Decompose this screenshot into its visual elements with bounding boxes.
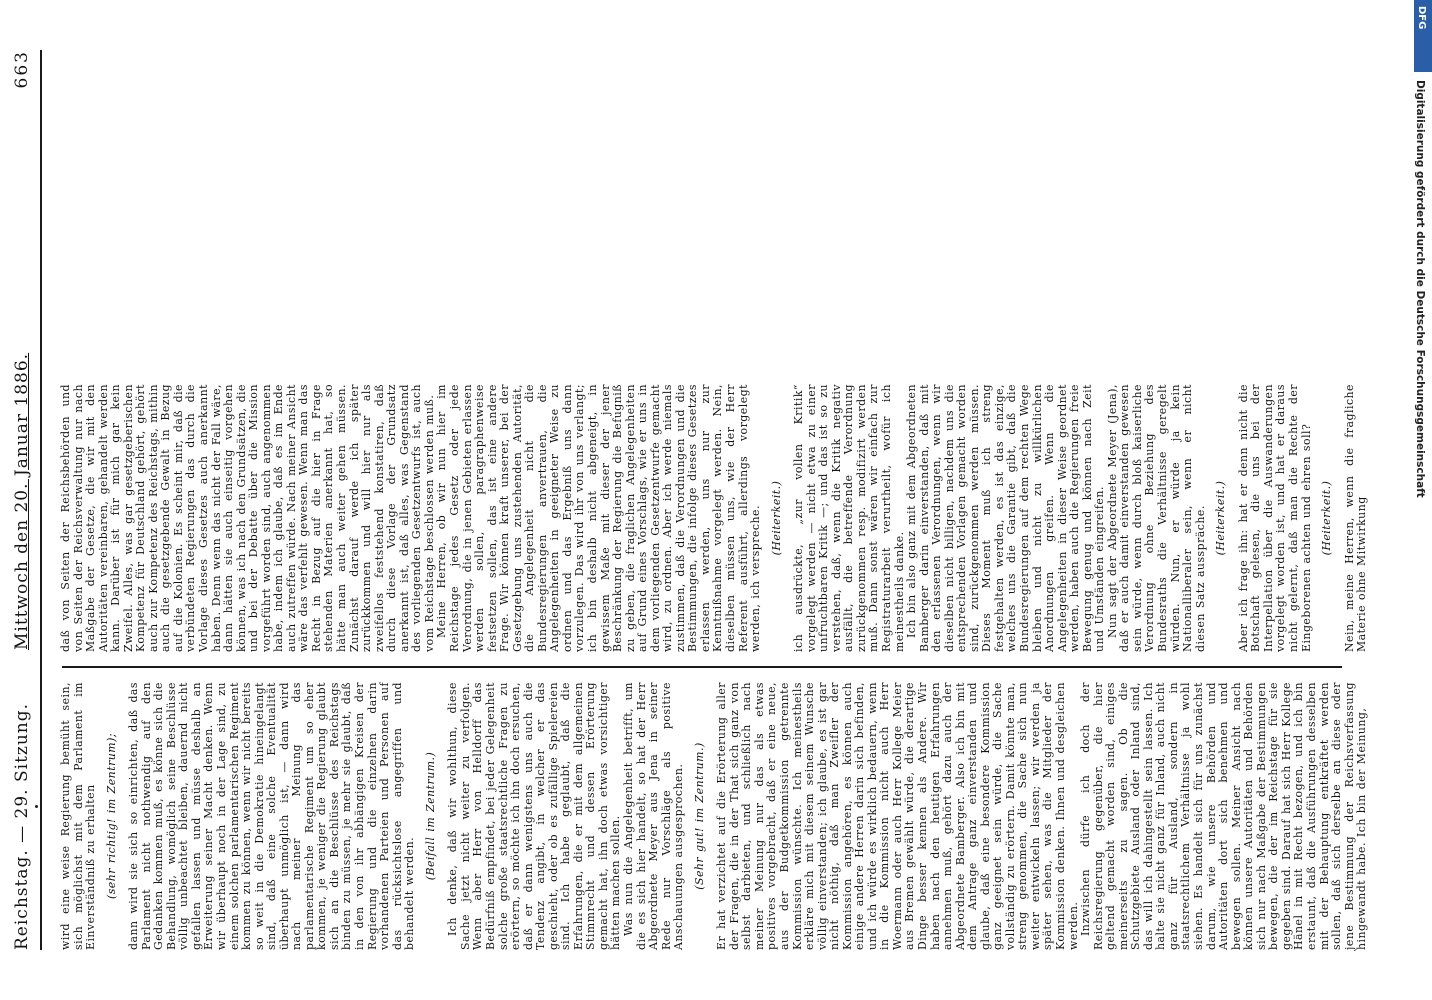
paragraph: Meine Herren, ob wir nun hier im Reichstage jedes Gesetz oder jede Verordnung, die in jenen Gebieten erlassen werden sollen, paragraphenweise festsetzen sollen, das ist eine andere Frage. Wir können kraft unserer, bei der Gesetzgebung uns zustehenden Autorität, die Angelegenheit nicht die Bundesregierungen anvertrauen, die Angelegenheiten in geeigneter Weise zu ordnen und das Ergebniß uns dann vorzulegen. Das wird ihr von uns verlangt; ich bin deshalb nicht abgeneigt, in gewissem Maße mit dieser der jener Beschränkung der Regierung die Befugniß zu geben, die fraglichen Angelegenheiten auf Grund eines Vorschlags, wie er uns in dem vorliegenden Gesetzentwurfe gemacht wird, zu ordnen. Aber ich werde niemals zustimmen, daß die Verordnungen und die Bestimmungen, die infolge dieses Gesetzes erlassen werden, uns nur zur Kenntnißnahme vorgelegt werden. Nein, dieselben müssen uns, wie der Herr Referent ausführt, allerdings vorgelegt werden, ich verspreche. (435, 384, 763, 652)
interjection: (Heiterkeit.) (1214, 480, 1228, 556)
page-number: 663 (12, 50, 32, 89)
digitization-note-text: Digitalisierung gefördert durch die Deutsche Forschungsgemeinschaft (1414, 80, 1426, 498)
text-column-left (60, 682, 1369, 950)
header-date: Mittwoch den 20. Januar 1886. (12, 352, 32, 650)
interjection: (Heiterkeit.) (769, 480, 783, 556)
header-rule (40, 50, 42, 950)
dfg-logo: DFG (1414, 0, 1432, 72)
digitization-note (1412, 80, 1432, 1000)
column-divider (62, 666, 1342, 668)
paragraph: Was nun die Angelegenheit betrifft, um die es sich hier handelt, so hat der Herr Abgeordnete Meyer aus Jena in seiner Rede nur Vorschläge als positive Anschauungen ausgesprochen. (621, 682, 686, 950)
interjection: (Sehr gut! im Zentrum.) (692, 742, 706, 890)
paragraph: Er hat verzichtet auf die Erörterung aller der Fragen, die in der That sich ganz von selbst darbieten, und schließlich nach meiner Meinung nur das als etwas positives vorgebracht, daß er eine neue, aus der Budgetkommission getrennte Kommission wünschte. Ich meinestheils erkläre mich mit diesem seinem Wunsche völlig einverstanden; ich glaube, es ist gar nicht nöthig, daß man Zweifler der Kommission angehören, es können auch einige andere Herren darin sich befinden, und ich würde es wirklich bedauern, wenn in die Kommission nicht auch Herr Woermann oder auch Herr Kollege Meier aus Bremen gewählt würde, die derartige Dinge besser kennen als Andere. Wir haben nach den heutigen Erfahrungen annehmen muß, gehört dazu auch der Abgeordnete Bamberger. Also ich bin mit dem Antrage ganz einverstanden und glaube, daß eine besondere Kommission ganz geeignet sein würde, die Sache vollständig zu erörtern. Damit könnte man, streng genommen, die Sache sich nun weiter entwickeln lassen; wir werden ja später sehen, was die Mitglieder der Kommission denken. Ihnen und desgleichen werden. (715, 682, 1080, 950)
paragraph: wird eine weise Regierung bemüht sein, sich möglichst mit dem Parlament im Einverständniß zu erhalten (59, 682, 98, 950)
interjection: (sehr richtig! im Zentrum); (104, 732, 118, 900)
paragraph: Inzwischen dürfe ich doch der Reichsregierung gegenüber, die hier geltend gemacht worden sind, einiges meinerseits zu sagen. Ob die Schutzgebiete Ausland oder Inland sind, das will ich dahingestellt sein lassen. Ich halte sie nicht ganz für Inland, auch nicht ganz für Ausland, sondern in staatsrechtlichem Verhältnisse ja wohl siehen. Es handelt sich für uns zunächst darum, wie unsere Behörden und Autoritäten dort sich benehmen und bewegen sollen. Meiner Ansicht nach können unsere Autoritäten und Behörden sich nur nach Maßgabe der Bestimmungen bewegen, die der im Reichstage für sie gegeben sind. Darauf hat sich Herr Kollege Hänel in mit Recht bezogen, und ich bin erstaunt, daß die Ausführungen desselben mit der Behauptung entkräftet werden sollen, daß sich derselbe an diese oder jene Bestimmung der Reichsverfassung hingewandt habe. Ich bin der Meinung, (1079, 682, 1369, 950)
paragraph: daß von Seiten der Reichsbehörden und von Seiten der Reichsverwaltung nur nach Maßgabe der Gesetze, die wir mit den Autoritäten vereinbaren, gehandelt werden kann. Darüber ist für mich gar kein Zweifel. Alles, was gar gesetzgeberischen Kompetenz für Deutschland gehört, gehört auch zur Kompetenz des Reichstags, mithin auch die gesetzgebende Gewalt in Bezug auf die Kolonien. Es scheint mir, daß die verbündeten Regierungen das durch die Vorlage dieses Gesetzes auch anerkannt haben. Denn wenn das nicht der Fall wäre, dann hätten sie auch einseitig vorgehen können, was ich nach den Grundsätzen, die und bei der Debatte über die Mission vorgeführt worden sind, auch angenommen habe, indem ich glaube, daß es im Ende auch zutreffen würde. Nach meiner Ansicht wäre das verfehlt gewesen. Wenn man das Recht in Bezug auf die hier in Frage stehenden Materien anerkannt hat, so hätte man auch weiter gehen müssen. Zunächst darauf werde ich später zurückkommen und will hier nur als zweifellos feststehend konstatiren, daß durch diese Vorlage der Grundsatz anerkannt ist, daß alles, was Gegenstand des vorliegenden Gesetzentwurfs ist, auch vom Reichstage beschlossen werden muß. (59, 384, 436, 652)
paragraph: dann wird sie sich so einrichten, daß das Parlament nicht nothwendig auf den Gedanken kommen muß, es könne sich die Behandlung, womöglich seine Beschlüsse völlig unbeachtet bleiben, dauernd nicht gefallen lassen und müsse deshalb an Erweiterung seiner Macht denken. Wenn wir überhaupt noch in der Lage sind, zu einem solchen parlamentarischen Regiment kommen zu können, wenn wir nicht bereits so weit in die Demokratie hineingelangt sind, daß eine solche Eventualität überhaupt unmöglich ist, — dann wird nach meiner Meinung das parlamentarische Regiment um so eher kommen, je weniger die Regierung glaubt sich an die Beschlüsse des Reichstags binden zu müssen, je mehr sie glaubt, daß in den von ihr abhängigen Kreisen der Regierung und die einzelnen darin vorhandenen Parteien und Personen auf das rücksichtslose angegriffen und behandelt werden. (127, 682, 417, 950)
paragraph: Nun sagt der Abgeordnete Meyer (Jena), daß er auch damit einverstanden gewesen sein würde, wenn durch bloß kaiserliche Verordnung ohne Beziehung des Bundesraths die Verhältnisse geregelt würden. Nun, er würde ja kein Nationalliberaler sein, wenn er nicht diesen Satz ausspräche. (1105, 384, 1207, 652)
paragraph: Ich denke, daß wir wohlthun, diese Sache jetzt nicht weiter zu verfolgen. Wenn aber Herr von Helldorff das Bedürfniß empfindet, bei jeder Gelegenheit solche große staatsrechtliche Fragen zu erörtern, so möchte ich ihn doch ersuchen, daß er dann wenigstens uns auch die Tendenz angibt, in welcher er das geschieht, oder ob es zufällige Spielereien sind. Ich habe geglaubt, daß die Erfahrungen, die er mit dem allgemeinen Stimmrecht und dessen Erörterung gemacht hat, ihn doch etwas vorsichtiger hätten machen sollen. (446, 682, 623, 950)
interjection: (Beifall im Zentrum.) (423, 751, 437, 881)
paragraph: Aber ich frage ihn: hat er denn nicht die Botschaft gelesen, die uns bei der Interpellation über die Auswanderungen vorgelegt worden ist, und hat er daraus nicht gelernt, daß man die Rechte der Eingeborenen achten und ehren soll? (1236, 384, 1313, 652)
scan-speck (35, 805, 38, 808)
paragraph: Nein, meine Herren, wenn die fragliche Materie ohne Mitwirkung (1342, 384, 1369, 652)
paragraph: ich ausdrückte, „zur vollen Kritik“ vorgelegt werden — nicht etwa zu einer unfruchtbaren Kritik —; und das ist so zu verstehen, daß, wenn die Kritik negativ ausfällt, die betreffende Verordnung zurückgenommen resp. modifizirt werden muß. Dann sonst wären wir einfach zur Registraturarbeit verurtheilt, wofür ich meinestheils danke. (792, 384, 906, 652)
paragraph: Ich bin also ganz mit dem Abgeordneten Bamberger darin einverstanden, daß mit den erlassenen Verordnungen, wenn wir dieselben nicht billigen, nachdem uns die entsprechenden Vorlagen gemacht worden sind, zurückgenommen werden müssen. Dieses Moment muß ich streng festgehalten werden, es ist das einzige, welches uns die Garantie gibt, daß die Bundesregierungen auf dem rechten Wege bleiben und nicht zu willkürlichen Anordnungen greifen. Wenn die Angelegenheiten in dieser Weise geordnet werden, haben auch die Regierungen freie Bewegung genug und können nach Zeit und Umständen eingreifen. (905, 384, 1107, 652)
page-header (6, 50, 36, 950)
header-session: Reichstag. — 29. Sitzung. (12, 702, 32, 950)
interjection: (Heiterkeit.) (1320, 480, 1334, 556)
text-column-middle (60, 384, 1369, 652)
